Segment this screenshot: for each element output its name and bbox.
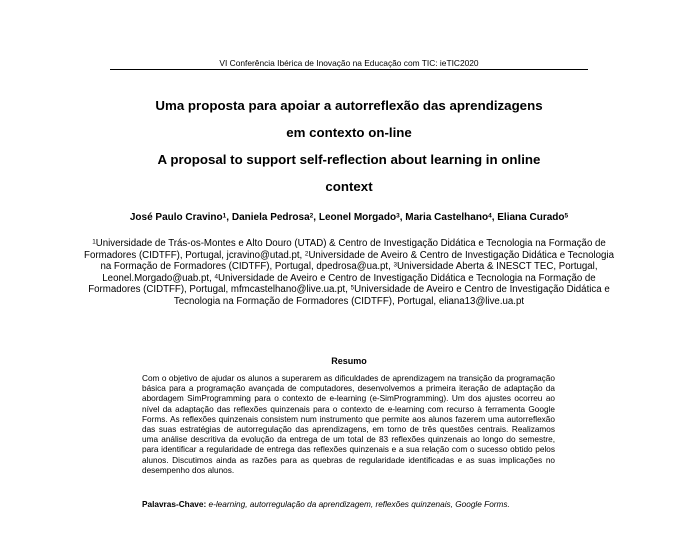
keywords-text: e-learning, autorregulação da aprendizagem, reflexões quinzenais, Google Forms. [208,500,510,509]
author: Daniela Pedrosa$^2$ [231,212,314,223]
affiliation-list [84,238,614,307]
author: José Paulo Cravino$^1$ [129,212,227,223]
header-rule [110,69,588,70]
affiliation: $^1$Universidade de Trás-os-Montes e Alto Douro (UTAD) & Centro de Investigação Didática e Tecnologia na Formação de Formadores (CIDTFF), Portugal, jcravino@utad.pt, [84,238,606,261]
paper-title [95,92,603,200]
affiliation: $^4$Universidade de Aveiro e Centro de Investigação Didática e Tecnologia na Formação de Formadores (CIDTFF), Portugal, mfmcastelhano@live.ua.pt, [88,272,596,295]
affiliation: $^5$Universidade de Aveiro e Centro de Investigação Didática e Tecnologia na Formação de Formadores (CIDTFF), Portugal, eliana13@live.ua.pt [173,284,610,307]
affiliation: $^2$Universidade de Aveiro & Centro de Investigação Didática e Tecnologia na Formação de Formadores (CIDTFF), Portugal, dpedrosa@ua.pt, [100,249,614,272]
title-en-line2: context [325,179,373,194]
affiliation: $^3$Universidade Aberta & INESCT TEC, Portugal, Leonel.Morgado@uab.pt, [102,261,598,284]
title-pt-line2: em contexto on-line [286,125,412,140]
abstract-body: Com o objetivo de ajudar os alunos a superarem as dificuldades de aprendizagem na transição da programação básica para a programação avançada de computadores, desenvolvemos a primeira iteração de adaptação da abordagem SimProgramming para o contexto de e-learning (e-SimProgramming). Um dos ajustes ocorreu ao nível da adaptação das reflexões quinzenais para o contexto de e-learning com recurso à ferramenta Google Forms. As reflexões quinzenais consistem num instrumento que permite aos alunos fazerem uma autorreflexão das suas estratégias de autorregulação das aprendizagens, em torno de três questões centrais. Realizamos uma análise descritiva da evolução da entrega de um total de 83 reflexões quinzenais ao longo do semestre, para identificar a regularidade de entrega das reflexões quinzenais e a sua relação com o sucesso obtido pelos alunos. Discutimos ainda as razões para as quebras de regularidade identificadas e as suas implicações no desempenho dos alunos. [142,374,555,475]
title-pt-line1: Uma proposta para apoiar a autorreflexão das aprendizagens [155,98,543,113]
running-header: VI Conferência Ibérica de Inovação na Educação com TIC: ieTIC2020 [219,58,479,68]
author: Leonel Morgado$^3$ [318,212,400,223]
author: Eliana Curado$^5$ [497,212,569,223]
title-en-line1: A proposal to support self-reflection about learning in online [157,152,541,167]
author: Maria Castelhano$^4$ [405,212,492,223]
abstract-heading: Resumo [331,356,367,366]
keywords [142,500,555,510]
keywords-label: Palavras-Chave: [142,500,207,509]
author-list: José Paulo Cravino$^1$, Daniela Pedrosa$^2$, Leonel Morgado$^3$, Maria Castelhano$^4$, Eliana Curado$^5$ [129,212,569,223]
